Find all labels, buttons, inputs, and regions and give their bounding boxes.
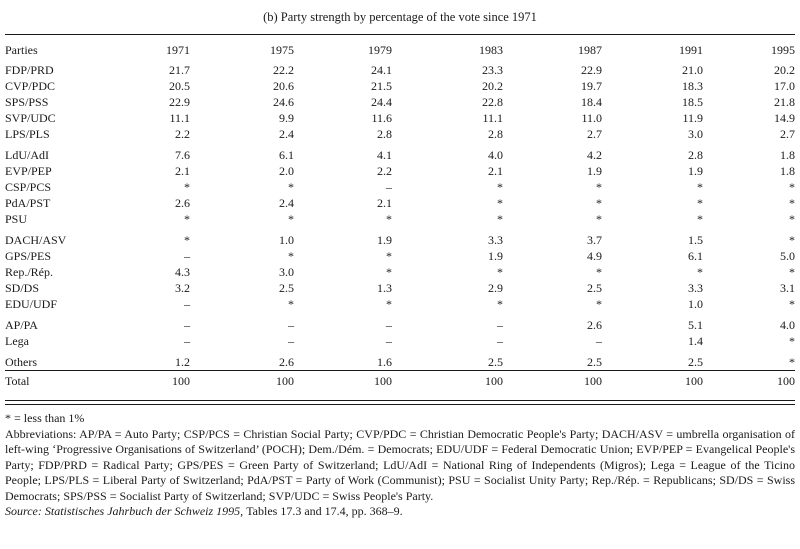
vote-share-cell: 20.5 — [169, 79, 190, 93]
vote-share-cell: 22.2 — [273, 63, 294, 77]
vote-share-cell: 21.0 — [682, 63, 703, 77]
total-row — [5, 371, 795, 390]
vote-share-cell: * — [789, 297, 795, 311]
vote-share-cell: – — [386, 318, 392, 332]
vote-share-cell: * — [497, 297, 503, 311]
party-name-cell: PSU — [5, 212, 28, 226]
vote-share-cell: * — [789, 212, 795, 226]
vote-share-cell: * — [789, 180, 795, 194]
vote-share-cell: 11.1 — [482, 111, 503, 125]
vote-share-cell: 11.0 — [581, 111, 602, 125]
party-name-cell: EVP/PEP — [5, 164, 52, 178]
vote-share-cell: 22.9 — [581, 63, 602, 77]
vote-share-cell: 1.4 — [688, 334, 703, 348]
vote-share-cell: 2.0 — [279, 164, 294, 178]
party-name-cell: SPS/PSS — [5, 95, 49, 109]
column-header-year: 1987 — [578, 43, 602, 57]
vote-share-cell: * — [596, 212, 602, 226]
vote-share-cell: 100 — [703, 371, 795, 390]
vote-share-cell: 1.9 — [688, 164, 703, 178]
table-row — [5, 142, 795, 163]
party-name-cell: EDU/UDF — [5, 297, 58, 311]
vote-share-cell: 24.4 — [371, 95, 392, 109]
vote-share-cell: * — [697, 265, 703, 279]
vote-share-cell: 3.3 — [488, 233, 503, 247]
party-name-cell: CVP/PDC — [5, 79, 56, 93]
vote-share-cell: 22.8 — [482, 95, 503, 109]
vote-share-cell: 2.1 — [377, 196, 392, 210]
vote-share-cell: 5.1 — [688, 318, 703, 332]
vote-share-cell: – — [386, 334, 392, 348]
column-header-parties: Parties — [5, 43, 38, 57]
vote-share-cell: 17.0 — [774, 79, 795, 93]
vote-share-cell: – — [497, 334, 503, 348]
vote-share-cell: 4.0 — [488, 148, 503, 162]
vote-share-cell: 2.8 — [488, 127, 503, 141]
vote-share-cell: – — [497, 318, 503, 332]
table-row — [5, 333, 795, 349]
vote-share-cell: 6.1 — [688, 249, 703, 263]
vote-share-cell: 21.7 — [169, 63, 190, 77]
source-title: Statistisches Jahrbuch der Schweiz 1995, — [44, 504, 244, 518]
vote-share-cell: 3.2 — [175, 281, 190, 295]
vote-share-cell: 18.5 — [682, 95, 703, 109]
vote-share-cell: 100 — [503, 371, 602, 390]
vote-share-cell: 4.0 — [780, 318, 795, 332]
column-header-year: 1991 — [679, 43, 703, 57]
vote-share-cell: * — [497, 180, 503, 194]
vote-share-cell: 11.1 — [169, 111, 190, 125]
vote-share-cell: 1.3 — [377, 281, 392, 295]
vote-share-cell: 4.3 — [175, 265, 190, 279]
vote-share-cell: 100 — [294, 371, 392, 390]
vote-share-cell: 21.8 — [774, 95, 795, 109]
vote-share-cell: 100 — [392, 371, 503, 390]
vote-share-cell: 1.2 — [175, 355, 190, 369]
vote-share-cell: 7.6 — [175, 148, 190, 162]
vote-share-cell: 2.7 — [780, 127, 795, 141]
vote-share-cell: * — [288, 212, 294, 226]
vote-share-cell: * — [386, 249, 392, 263]
party-name-cell: FDP/PRD — [5, 63, 54, 77]
party-name-cell: DACH/ASV — [5, 233, 67, 247]
vote-share-cell: 20.6 — [273, 79, 294, 93]
vote-share-cell: * — [288, 249, 294, 263]
vote-share-cell: * — [789, 334, 795, 348]
vote-share-cell: 2.1 — [488, 164, 503, 178]
vote-share-cell: 2.9 — [488, 281, 503, 295]
vote-share-cell: 4.1 — [377, 148, 392, 162]
vote-share-cell: 2.6 — [279, 355, 294, 369]
table-row — [5, 264, 795, 280]
vote-share-cell: * — [789, 196, 795, 210]
vote-share-cell: 14.9 — [774, 111, 795, 125]
bottom-double-rule — [5, 400, 795, 405]
party-name-cell: SD/DS — [5, 281, 40, 295]
notes — [5, 411, 795, 520]
vote-share-cell: * — [386, 297, 392, 311]
party-name-cell: Total — [5, 371, 100, 390]
vote-share-cell: 18.4 — [581, 95, 602, 109]
vote-share-cell: 1.5 — [688, 233, 703, 247]
column-header-year: 1975 — [270, 43, 294, 57]
table-row — [5, 110, 795, 126]
table-row — [5, 280, 795, 296]
vote-share-cell: 2.6 — [587, 318, 602, 332]
vote-share-cell: 5.0 — [780, 249, 795, 263]
header-row — [5, 38, 795, 62]
vote-share-cell: 11.9 — [682, 111, 703, 125]
vote-share-cell: 100 — [190, 371, 294, 390]
table-row — [5, 62, 795, 78]
footnote: * = less than 1% — [5, 411, 85, 425]
vote-share-cell: * — [184, 233, 190, 247]
vote-share-cell: – — [288, 318, 294, 332]
vote-share-cell: 4.2 — [587, 148, 602, 162]
vote-share-cell: – — [184, 318, 190, 332]
vote-share-cell: * — [697, 180, 703, 194]
vote-share-cell: 2.5 — [587, 355, 602, 369]
vote-share-cell: 1.9 — [377, 233, 392, 247]
vote-share-cell: 2.7 — [587, 127, 602, 141]
vote-share-cell: 2.2 — [377, 164, 392, 178]
table-row — [5, 163, 795, 179]
table-row — [5, 248, 795, 264]
column-header-year: 1983 — [479, 43, 503, 57]
vote-share-cell: 1.0 — [688, 297, 703, 311]
table-row — [5, 296, 795, 312]
vote-share-cell: 2.5 — [279, 281, 294, 295]
vote-share-cell: 100 — [100, 371, 190, 390]
table-row — [5, 349, 795, 371]
vote-share-cell: 4.9 — [587, 249, 602, 263]
vote-share-cell: 18.3 — [682, 79, 703, 93]
vote-share-cell: 11.6 — [371, 111, 392, 125]
vote-share-cell: * — [184, 180, 190, 194]
party-strength-table — [5, 38, 795, 389]
vote-share-cell: * — [596, 196, 602, 210]
vote-share-cell: 2.8 — [377, 127, 392, 141]
vote-share-cell: 2.5 — [488, 355, 503, 369]
vote-share-cell: * — [288, 297, 294, 311]
vote-share-cell: 1.9 — [587, 164, 602, 178]
top-rule — [5, 34, 795, 35]
vote-share-cell: 2.4 — [279, 196, 294, 210]
vote-share-cell: 24.1 — [371, 63, 392, 77]
vote-share-cell: – — [184, 249, 190, 263]
vote-share-cell: 21.5 — [371, 79, 392, 93]
table-title: (b) Party strength by percentage of the vote since 1971 — [263, 10, 537, 24]
vote-share-cell: * — [596, 265, 602, 279]
party-name-cell: AP/PA — [5, 318, 38, 332]
vote-share-cell: 22.9 — [169, 95, 190, 109]
vote-share-cell: 23.3 — [482, 63, 503, 77]
party-name-cell: SVP/UDC — [5, 111, 56, 125]
vote-share-cell: 2.1 — [175, 164, 190, 178]
vote-share-cell: – — [288, 334, 294, 348]
vote-share-cell: – — [596, 334, 602, 348]
vote-share-cell: 1.9 — [488, 249, 503, 263]
table-row — [5, 211, 795, 227]
column-header-year: 1979 — [368, 43, 392, 57]
vote-share-cell: * — [596, 180, 602, 194]
table-row — [5, 195, 795, 211]
party-name-cell: PdA/PST — [5, 196, 51, 210]
vote-share-cell: * — [288, 180, 294, 194]
vote-share-cell: – — [184, 297, 190, 311]
party-name-cell: Others — [5, 355, 37, 369]
table-row — [5, 126, 795, 142]
party-name-cell: GPS/PES — [5, 249, 52, 263]
vote-share-cell: – — [184, 334, 190, 348]
party-name-cell: Rep./Rép. — [5, 265, 53, 279]
vote-share-cell: * — [497, 212, 503, 226]
vote-share-cell: 3.3 — [688, 281, 703, 295]
vote-share-cell: * — [596, 297, 602, 311]
vote-share-cell: * — [789, 233, 795, 247]
vote-share-cell: 24.6 — [273, 95, 294, 109]
vote-share-cell: * — [697, 196, 703, 210]
vote-share-cell: 2.5 — [587, 281, 602, 295]
vote-share-cell: * — [386, 212, 392, 226]
source-rest: Tables 17.3 and 17.4, pp. 368–9. — [246, 504, 403, 518]
vote-share-cell: 9.9 — [279, 111, 294, 125]
party-name-cell: LPS/PLS — [5, 127, 50, 141]
vote-share-cell: 3.7 — [587, 233, 602, 247]
vote-share-cell: * — [497, 196, 503, 210]
vote-share-cell: 20.2 — [482, 79, 503, 93]
vote-share-cell: 20.2 — [774, 63, 795, 77]
vote-share-cell: 2.2 — [175, 127, 190, 141]
column-header-year: 1971 — [166, 43, 190, 57]
vote-share-cell: 19.7 — [581, 79, 602, 93]
vote-share-cell: 1.8 — [780, 164, 795, 178]
vote-share-cell: 1.6 — [377, 355, 392, 369]
vote-share-cell: 2.6 — [175, 196, 190, 210]
table-row — [5, 179, 795, 195]
vote-share-cell: – — [386, 180, 392, 194]
abbreviations: Abbreviations: AP/PA = Auto Party; CSP/PCS = Christian Social Party; CVP/PDC = Christian Democratic People's Party; DACH/ASV = umbrella organisation of left-wing ‘Progressive Organisations of Switzerland’ (POCH); Dem./Dém. = Democrats; EDU/UDF = Federal Democratic Union; EVP/PEP = Evangelical People's Party; FDP/PRD = Radical Party; GPS/PES = Green Party of Switzerland; LdU/AdI = National Ring of Independents (Migros); Lega = League of the Ticino People; LPS/PLS = Liberal Party of Switzerland; PdA/PST = Party of Work (Communist); PSU = Socialist Unity Party; Rep./Rép. = Republicans; SD/DS = Swiss Democrats; SPS/PSS = Socialist Party of Switzerland; SVP/UDC = Swiss People's Party. — [5, 426, 795, 503]
vote-share-cell: * — [497, 265, 503, 279]
vote-share-cell: 1.0 — [279, 233, 294, 247]
table-row — [5, 78, 795, 94]
vote-share-cell: 3.0 — [688, 127, 703, 141]
party-name-cell: Lega — [5, 334, 29, 348]
party-name-cell: CSP/PCS — [5, 180, 52, 194]
vote-share-cell: 2.4 — [279, 127, 294, 141]
vote-share-cell: * — [184, 212, 190, 226]
vote-share-cell: 2.5 — [688, 355, 703, 369]
vote-share-cell: 1.8 — [780, 148, 795, 162]
vote-share-cell: * — [789, 265, 795, 279]
source-label: Source: — [5, 504, 42, 518]
party-name-cell: LdU/AdI — [5, 148, 49, 162]
source-line — [5, 504, 795, 520]
table-row — [5, 312, 795, 333]
vote-share-cell: 3.0 — [279, 265, 294, 279]
vote-share-cell: * — [697, 212, 703, 226]
vote-share-cell: 6.1 — [279, 148, 294, 162]
table-row — [5, 227, 795, 248]
vote-share-cell: 3.1 — [780, 281, 795, 295]
table-row — [5, 94, 795, 110]
vote-share-cell: 100 — [602, 371, 703, 390]
vote-share-cell: * — [386, 265, 392, 279]
column-header-year: 1995 — [771, 43, 795, 57]
vote-share-cell: 2.8 — [688, 148, 703, 162]
vote-share-cell: * — [789, 355, 795, 369]
